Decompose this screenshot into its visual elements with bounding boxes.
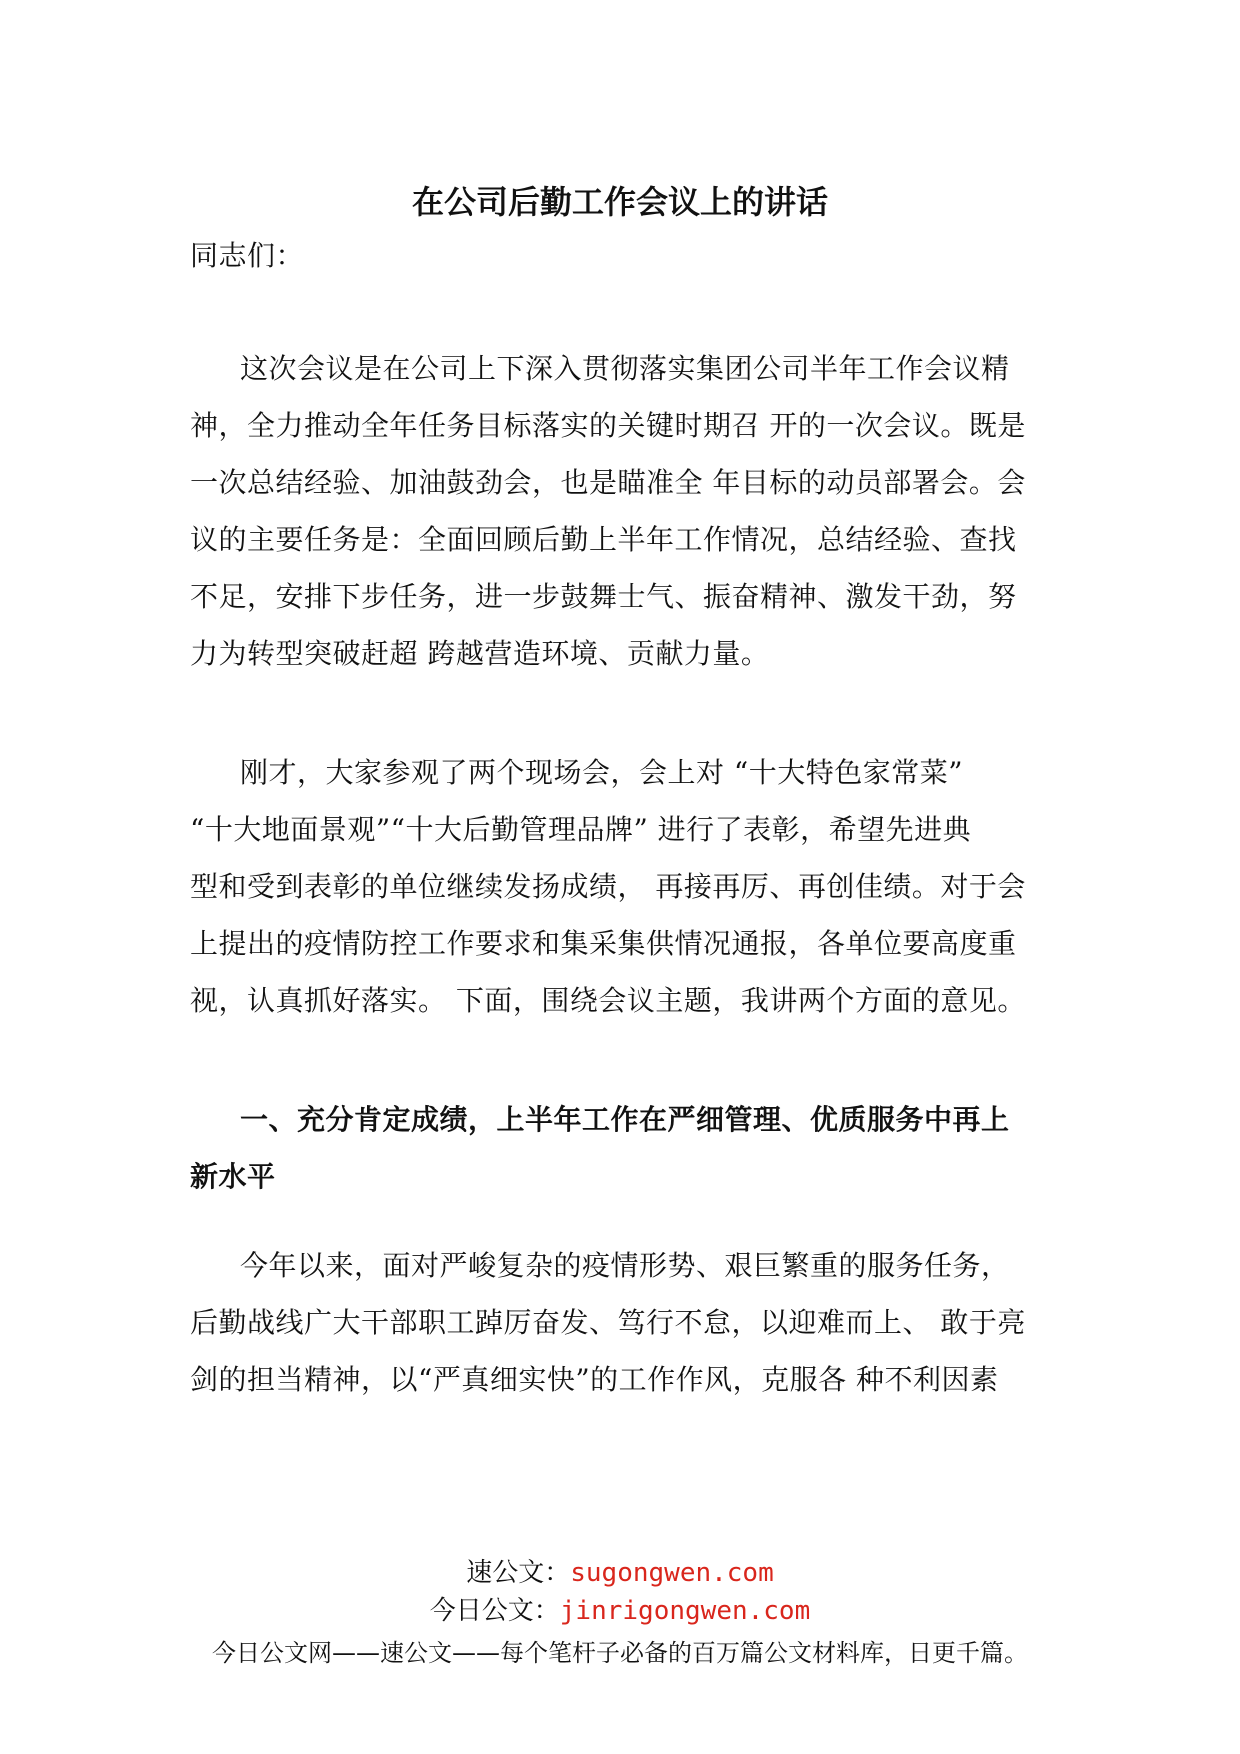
paragraph-line: 后勤战线广大干部职工踔厉奋发、笃行不怠，以迎难而上、 敢于亮 [190, 1306, 1026, 1339]
paragraph-line: 上提出的疫情防控工作要求和集采集供情况通报，各单位要高度重 [190, 927, 1017, 960]
paragraph-line: 议的主要任务是：全面回顾后勤上半年工作情况，总结经验、查找 [190, 523, 1017, 556]
paragraph-line: 刚才，大家参观了两个现场会，会上对 “十大特色家常菜” [240, 756, 964, 789]
section-heading: 一、充分肯定成绩，上半年工作在严细管理、优质服务中再上 [240, 1103, 1010, 1136]
paragraph-line: 今年以来，面对严峻复杂的疫情形势、艰巨繁重的服务任务， [240, 1249, 1010, 1282]
paragraph-line: 剑的担当精神，以“严真细实快”的工作作风，克服各 种不利因素 [190, 1363, 999, 1396]
salutation: 同志们： [190, 239, 305, 272]
footer-line-2 [0, 1594, 1240, 1628]
paragraph-line: 型和受到表彰的单位继续发扬成绩， 再接再厉、再创佳绩。对于会 [190, 870, 1026, 903]
footer-site-link[interactable]: sugongwen.com [570, 1558, 774, 1588]
footer-label: 速公文： [466, 1558, 571, 1588]
paragraph-line: 视，认真抓好落实。 下面，围绕会议主题，我讲两个方面的意见。 [190, 984, 1026, 1017]
paragraph-line: 一次总结经验、加油鼓劲会，也是瞄准全 年目标的动员部署会。会 [190, 466, 1026, 499]
paragraph-line: 不足，安排下步任务，进一步鼓舞士气、振奋精神、激发干劲，努 [190, 580, 1017, 613]
document-title: 在公司后勤工作会议上的讲话 [411, 183, 828, 221]
paragraph-line: 这次会议是在公司上下深入贯彻落实集团公司半年工作会议精 [240, 352, 1010, 385]
paragraph-line: “十大地面景观”“十大后勤管理品牌” 进行了表彰，希望先进典 [190, 813, 972, 846]
paragraph-line: 神，全力推动全年任务目标落实的关键时期召 开的一次会议。既是 [190, 409, 1026, 442]
footer-tagline: 今日公文网——速公文——每个笔杆子必备的百万篇公文材料库，日更千篇。 [212, 1639, 1028, 1667]
paragraph-line: 力为转型突破赶超 跨越营造环境、贡献力量。 [190, 637, 770, 670]
footer-site-link[interactable]: jinrigongwen.com [559, 1596, 811, 1626]
footer-label: 今日公文： [429, 1596, 560, 1626]
section-heading: 新水平 [190, 1160, 276, 1193]
footer-line-1 [0, 1556, 1240, 1590]
